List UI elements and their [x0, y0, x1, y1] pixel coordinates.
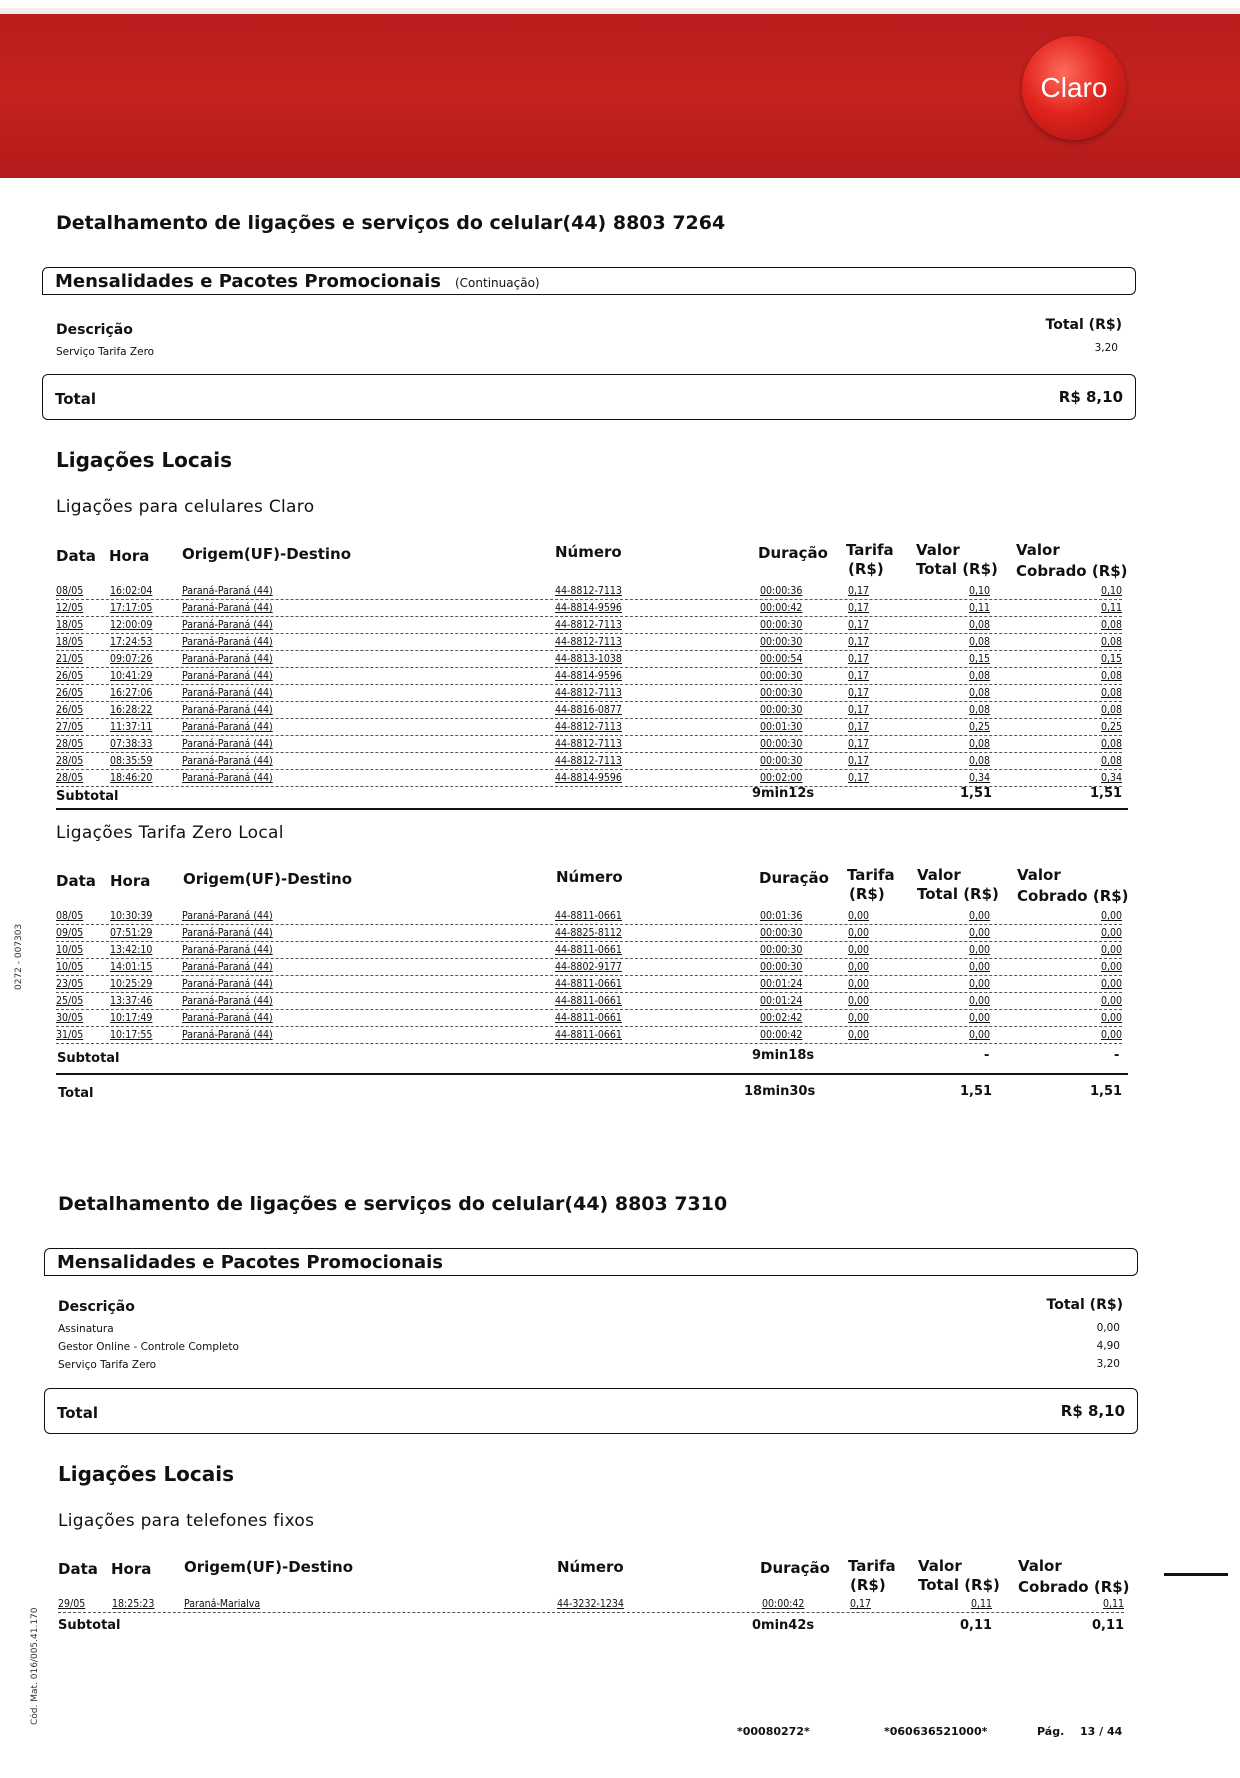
table-row	[56, 944, 1122, 959]
desc-item: Serviço Tarifa Zero	[56, 346, 155, 358]
cell-numero: 44-8811-0661	[555, 910, 622, 922]
subtotal-duracao: 9min18s	[752, 1048, 815, 1063]
fixos-title: Ligações para telefones fixos	[58, 1511, 315, 1531]
mensalidades-title: Mensalidades e Pacotes Promocionais	[55, 271, 442, 292]
cell-valor-cobrado: 0,00	[1100, 944, 1122, 956]
phone1-total-box	[42, 374, 1136, 420]
cell-numero: 44-8814-9596	[555, 602, 622, 614]
cell-origem: Paraná-Paraná (44)	[182, 602, 273, 614]
cell-hora: 11:37:11	[110, 721, 153, 733]
cell-data: 26/05	[56, 670, 84, 682]
cell-tarifa: 0,17	[848, 738, 870, 750]
mensalidades-subtitle: (Continuação)	[455, 276, 540, 290]
cell-hora: 14:01:15	[110, 961, 153, 973]
desc-label: Descrição	[58, 1299, 135, 1315]
col-valor-total: Valor	[916, 541, 960, 559]
cell-tarifa: 0,00	[848, 978, 870, 990]
col-duracao: Duração	[760, 1559, 830, 1577]
cell-hora: 13:37:46	[110, 995, 153, 1007]
cell-duracao: 00:00:42	[760, 602, 803, 614]
cell-valor-total: 0,08	[968, 755, 990, 767]
cell-hora: 13:42:10	[110, 944, 153, 956]
total-label: Total	[57, 1404, 98, 1422]
cell-valor-total: 0,08	[968, 738, 990, 750]
cell-numero: 44-3232-1234	[557, 1598, 624, 1610]
cell-tarifa: 0,17	[848, 602, 870, 614]
total-value: R$ 8,10	[1058, 388, 1123, 406]
col-valor-total: Valor	[918, 1557, 962, 1575]
col-hora: Hora	[110, 872, 151, 890]
total-label: Total	[55, 390, 96, 408]
subtotal-label: Subtotal	[57, 1051, 120, 1066]
desc-value: 3,20	[1096, 1358, 1120, 1370]
subtotal-cobrado: 0,11	[1092, 1618, 1125, 1633]
grand-total-total: 1,51	[960, 1084, 993, 1099]
cell-valor-cobrado: 0,10	[1100, 585, 1122, 597]
col-duracao: Duração	[759, 869, 829, 887]
cell-hora: 10:17:49	[110, 1012, 153, 1024]
cell-origem: Paraná-Paraná (44)	[182, 978, 273, 990]
cell-origem: Paraná-Paraná (44)	[182, 927, 273, 939]
ligacoes-locais-title: Ligações Locais	[58, 1462, 235, 1486]
cell-hora: 17:24:53	[110, 636, 153, 648]
cell-hora: 10:25:29	[110, 978, 153, 990]
mensalidades-title: Mensalidades e Pacotes Promocionais	[57, 1252, 444, 1273]
cell-hora: 10:30:39	[110, 910, 153, 922]
cell-numero: 44-8812-7113	[555, 738, 622, 750]
cell-duracao: 00:00:30	[760, 619, 803, 631]
cell-tarifa: 0,17	[848, 687, 870, 699]
cell-origem: Paraná-Paraná (44)	[182, 1029, 273, 1041]
table-row	[56, 738, 1122, 753]
subtotal-total: 0,11	[960, 1618, 993, 1633]
ligacoes-locais-title: Ligações Locais	[56, 448, 233, 472]
cell-valor-total: 0,08	[968, 687, 990, 699]
cell-valor-total: 0,00	[968, 927, 990, 939]
cell-duracao: 00:00:30	[760, 755, 803, 767]
table-row	[56, 619, 1122, 634]
cell-hora: 07:38:33	[110, 738, 153, 750]
cell-valor-total: 0,00	[968, 978, 990, 990]
cell-valor-total: 0,00	[968, 995, 990, 1007]
table-row	[56, 961, 1122, 976]
cell-valor-cobrado: 0,00	[1100, 1029, 1122, 1041]
cell-origem: Paraná-Paraná (44)	[182, 721, 273, 733]
cell-duracao: 00:00:30	[760, 687, 803, 699]
cell-valor-total: 0,00	[968, 961, 990, 973]
cell-duracao: 00:00:30	[760, 927, 803, 939]
table-row	[56, 755, 1122, 770]
desc-item: Assinatura	[58, 1323, 114, 1335]
col-origem: Origem(UF)-Destino	[182, 545, 352, 563]
cell-duracao: 00:02:42	[760, 1012, 803, 1024]
cell-numero: 44-8812-7113	[555, 687, 622, 699]
cell-tarifa: 0,00	[848, 1012, 870, 1024]
cell-tarifa: 0,00	[848, 995, 870, 1007]
cell-valor-cobrado: 0,00	[1100, 910, 1122, 922]
col-numero: Número	[557, 1558, 624, 1576]
cell-duracao: 00:01:24	[760, 978, 803, 990]
cell-tarifa: 0,17	[848, 653, 870, 665]
subtotal-cobrado: -	[1114, 1048, 1120, 1063]
table-row	[56, 721, 1122, 736]
subtotal-cobrado: 1,51	[1090, 786, 1123, 801]
table-row	[56, 704, 1122, 719]
cell-tarifa: 0,17	[850, 1598, 872, 1610]
table-row	[56, 687, 1122, 702]
tarifa-zero-title: Ligações Tarifa Zero Local	[56, 823, 284, 843]
cell-data: 18/05	[56, 619, 84, 631]
cell-valor-total: 0,08	[968, 704, 990, 716]
side-code-top: 0272 - 007303	[14, 923, 24, 990]
table-row	[56, 978, 1122, 993]
cell-valor-cobrado: 0,00	[1100, 978, 1122, 990]
subtotal-duracao: 0min42s	[752, 1618, 815, 1633]
cell-valor-total: 0,11	[970, 1598, 992, 1610]
col-valor-cobrado-unit: Cobrado (R$)	[1016, 562, 1128, 580]
grand-total-duracao: 18min30s	[744, 1084, 816, 1099]
cell-numero: 44-8816-0877	[555, 704, 622, 716]
desc-item: Serviço Tarifa Zero	[58, 1359, 157, 1371]
col-tarifa: Tarifa	[847, 866, 895, 884]
cell-tarifa: 0,17	[848, 619, 870, 631]
table-row	[58, 1598, 1124, 1613]
cell-data: 09/05	[56, 927, 84, 939]
cell-hora: 08:35:59	[110, 755, 153, 767]
cell-valor-cobrado: 0,08	[1100, 670, 1122, 682]
desc-item: Gestor Online - Controle Completo	[58, 1341, 239, 1353]
cell-origem: Paraná-Paraná (44)	[182, 772, 273, 784]
subtotal-duracao: 9min12s	[752, 786, 815, 801]
cell-numero: 44-8811-0661	[555, 944, 622, 956]
col-origem: Origem(UF)-Destino	[183, 870, 353, 888]
cell-numero: 44-8811-0661	[555, 978, 622, 990]
col-valor-total: Valor	[917, 866, 961, 884]
col-numero: Número	[555, 543, 622, 561]
col-numero: Número	[556, 868, 623, 886]
cell-duracao: 00:00:42	[760, 1029, 803, 1041]
cell-origem: Paraná-Paraná (44)	[182, 670, 273, 682]
cell-origem: Paraná-Paraná (44)	[182, 704, 273, 716]
subtotal-label: Subtotal	[58, 1618, 121, 1633]
cell-valor-total: 0,11	[968, 602, 990, 614]
cell-tarifa: 0,17	[848, 670, 870, 682]
cell-valor-total: 0,34	[968, 772, 990, 784]
col-tarifa-unit: (R$)	[848, 560, 884, 578]
cell-duracao: 00:00:30	[760, 636, 803, 648]
col-hora: Hora	[109, 547, 150, 565]
cell-valor-cobrado: 0,11	[1102, 1598, 1124, 1610]
col-tarifa: Tarifa	[848, 1557, 896, 1575]
cell-numero: 44-8812-7113	[555, 721, 622, 733]
cell-numero: 44-8811-0661	[555, 995, 622, 1007]
footer-page: 13 / 44	[1080, 1725, 1123, 1738]
col-valor-total-unit: Total (R$)	[917, 885, 999, 903]
cell-duracao: 00:01:36	[760, 910, 803, 922]
phone1-mensalidades-header	[42, 267, 1136, 295]
col-duracao: Duração	[758, 544, 828, 562]
col-hora: Hora	[111, 1560, 152, 1578]
desc-label: Descrição	[56, 322, 133, 338]
col-data: Data	[56, 547, 96, 565]
cell-numero: 44-8825-8112	[555, 927, 622, 939]
table-row	[56, 670, 1122, 685]
cell-hora: 16:02:04	[110, 585, 153, 597]
table-row	[56, 602, 1122, 617]
side-code-bottom: Cód. Mat. 016/005.41.170	[30, 1607, 40, 1725]
cell-duracao: 00:01:30	[760, 721, 803, 733]
cell-valor-total: 0,25	[968, 721, 990, 733]
subtotal-total: 1,51	[960, 786, 993, 801]
cell-valor-cobrado: 0,08	[1100, 619, 1122, 631]
table-row	[56, 653, 1122, 668]
cell-numero: 44-8812-7113	[555, 755, 622, 767]
table-row	[56, 585, 1122, 600]
celulares-claro-title: Ligações para celulares Claro	[56, 497, 315, 517]
col-tarifa: Tarifa	[846, 541, 894, 559]
total-rs-label: Total (R$)	[1045, 317, 1122, 333]
cell-valor-cobrado: 0,08	[1100, 755, 1122, 767]
desc-value: 0,00	[1096, 1322, 1120, 1334]
col-valor-cobrado-unit: Cobrado (R$)	[1017, 887, 1129, 905]
cell-valor-total: 0,00	[968, 1012, 990, 1024]
cell-data: 12/05	[56, 602, 84, 614]
cell-duracao: 00:00:30	[760, 704, 803, 716]
cell-duracao: 00:00:30	[760, 961, 803, 973]
cell-valor-total: 0,15	[968, 653, 990, 665]
cell-valor-cobrado: 0,08	[1100, 687, 1122, 699]
cell-origem: Paraná-Paraná (44)	[182, 687, 273, 699]
cell-duracao: 00:00:42	[762, 1598, 805, 1610]
table-row	[56, 927, 1122, 942]
cell-hora: 10:41:29	[110, 670, 153, 682]
cell-tarifa: 0,00	[848, 927, 870, 939]
cell-numero: 44-8814-9596	[555, 772, 622, 784]
cell-valor-total: 0,00	[968, 910, 990, 922]
col-valor-cobrado: Valor	[1018, 1557, 1062, 1575]
cell-origem: Paraná-Paraná (44)	[182, 653, 273, 665]
cell-data: 08/05	[56, 910, 84, 922]
cell-valor-total: 0,00	[968, 944, 990, 956]
cell-origem: Paraná-Paraná (44)	[182, 585, 273, 597]
desc-value: 3,20	[1094, 342, 1118, 354]
cell-numero: 44-8813-1038	[555, 653, 622, 665]
cell-data: 26/05	[56, 704, 84, 716]
phone2-mensalidades-header	[44, 1248, 1138, 1276]
table-row	[56, 995, 1122, 1010]
col-origem: Origem(UF)-Destino	[184, 1558, 354, 1576]
cell-tarifa: 0,00	[848, 910, 870, 922]
cell-data: 28/05	[56, 755, 84, 767]
cell-data: 21/05	[56, 653, 84, 665]
cell-valor-cobrado: 0,00	[1100, 927, 1122, 939]
cell-hora: 16:28:22	[110, 704, 153, 716]
grand-total-cobrado: 1,51	[1090, 1084, 1123, 1099]
cell-origem: Paraná-Paraná (44)	[182, 636, 273, 648]
cell-origem: Paraná-Marialva	[184, 1598, 261, 1610]
cell-tarifa: 0,00	[848, 961, 870, 973]
cell-valor-cobrado: 0,08	[1100, 636, 1122, 648]
side-mark	[1164, 1573, 1228, 1576]
footer-page-label: Pág.	[1037, 1725, 1065, 1738]
cell-origem: Paraná-Paraná (44)	[182, 944, 273, 956]
subtotal-total: -	[984, 1048, 990, 1063]
cell-duracao: 00:00:54	[760, 653, 803, 665]
cell-origem: Paraná-Paraná (44)	[182, 961, 273, 973]
cell-valor-total: 0,00	[968, 1029, 990, 1041]
cell-valor-total: 0,08	[968, 670, 990, 682]
cell-duracao: 00:00:30	[760, 944, 803, 956]
table-row	[56, 636, 1122, 651]
col-valor-total-unit: Total (R$)	[918, 1576, 1000, 1594]
cell-data: 18/05	[56, 636, 84, 648]
col-data: Data	[58, 1560, 98, 1578]
col-data: Data	[56, 872, 96, 890]
desc-value: 4,90	[1096, 1340, 1120, 1352]
phone2-total-box	[44, 1388, 1138, 1434]
cell-data: 30/05	[56, 1012, 84, 1024]
total-rule	[56, 1073, 1128, 1075]
cell-numero: 44-8812-7113	[555, 619, 622, 631]
col-tarifa-unit: (R$)	[849, 885, 885, 903]
cell-valor-cobrado: 0,00	[1100, 1012, 1122, 1024]
logo-text: Claro	[1040, 72, 1108, 103]
col-valor-cobrado-unit: Cobrado (R$)	[1018, 1578, 1130, 1596]
cell-hora: 18:46:20	[110, 772, 153, 784]
claro-logo	[1022, 36, 1126, 140]
cell-numero: 44-8811-0661	[555, 1012, 622, 1024]
cell-numero: 44-8812-7113	[555, 636, 622, 648]
total-value: R$ 8,10	[1060, 1402, 1125, 1420]
cell-data: 28/05	[56, 772, 84, 784]
cell-valor-cobrado: 0,34	[1100, 772, 1122, 784]
cell-hora: 18:25:23	[112, 1598, 155, 1610]
cell-valor-cobrado: 0,11	[1100, 602, 1122, 614]
table-row	[56, 1029, 1122, 1044]
col-valor-total-unit: Total (R$)	[916, 560, 998, 578]
cell-valor-cobrado: 0,25	[1100, 721, 1122, 733]
cell-data: 29/05	[58, 1598, 86, 1610]
cell-origem: Paraná-Paraná (44)	[182, 619, 273, 631]
grand-total-label: Total	[58, 1086, 94, 1101]
cell-tarifa: 0,17	[848, 585, 870, 597]
cell-hora: 10:17:55	[110, 1029, 153, 1041]
cell-data: 31/05	[56, 1029, 84, 1041]
cell-data: 10/05	[56, 961, 84, 973]
cell-valor-cobrado: 0,00	[1100, 995, 1122, 1007]
cell-data: 10/05	[56, 944, 84, 956]
table-row	[56, 772, 1122, 787]
cell-origem: Paraná-Paraná (44)	[182, 738, 273, 750]
cell-hora: 12:00:09	[110, 619, 153, 631]
cell-numero: 44-8812-7113	[555, 585, 622, 597]
table-row	[56, 910, 1122, 925]
cell-data: 08/05	[56, 585, 84, 597]
table-row	[56, 1012, 1122, 1027]
cell-valor-cobrado: 0,08	[1100, 738, 1122, 750]
phone2-title: Detalhamento de ligações e serviços do celular(44) 8803 7310	[58, 1193, 728, 1215]
col-valor-cobrado: Valor	[1016, 541, 1060, 559]
footer-code-2: *060636521000*	[884, 1725, 988, 1738]
cell-numero: 44-8811-0661	[555, 1029, 622, 1041]
cell-tarifa: 0,00	[848, 1029, 870, 1041]
cell-tarifa: 0,00	[848, 944, 870, 956]
cell-valor-total: 0,08	[968, 619, 990, 631]
cell-valor-total: 0,10	[968, 585, 990, 597]
cell-origem: Paraná-Paraná (44)	[182, 910, 273, 922]
cell-origem: Paraná-Paraná (44)	[182, 755, 273, 767]
cell-hora: 17:17:05	[110, 602, 153, 614]
cell-duracao: 00:02:00	[760, 772, 803, 784]
subtotal-label: Subtotal	[56, 789, 119, 804]
cell-data: 25/05	[56, 995, 84, 1007]
cell-hora: 07:51:29	[110, 927, 153, 939]
cell-tarifa: 0,17	[848, 755, 870, 767]
cell-hora: 16:27:06	[110, 687, 153, 699]
col-tarifa-unit: (R$)	[850, 1576, 886, 1594]
col-valor-cobrado: Valor	[1017, 866, 1061, 884]
cell-valor-cobrado: 0,08	[1100, 704, 1122, 716]
cell-duracao: 00:00:36	[760, 585, 803, 597]
cell-data: 23/05	[56, 978, 84, 990]
cell-tarifa: 0,17	[848, 772, 870, 784]
footer-code-1: *00080272*	[737, 1725, 810, 1738]
cell-valor-cobrado: 0,00	[1100, 961, 1122, 973]
total-rs-label: Total (R$)	[1046, 1297, 1123, 1313]
cell-tarifa: 0,17	[848, 636, 870, 648]
cell-data: 27/05	[56, 721, 84, 733]
cell-numero: 44-8814-9596	[555, 670, 622, 682]
cell-numero: 44-8802-9177	[555, 961, 622, 973]
cell-duracao: 00:01:24	[760, 995, 803, 1007]
cell-origem: Paraná-Paraná (44)	[182, 1012, 273, 1024]
cell-data: 26/05	[56, 687, 84, 699]
cell-hora: 09:07:26	[110, 653, 153, 665]
cell-valor-cobrado: 0,15	[1100, 653, 1122, 665]
cell-data: 28/05	[56, 738, 84, 750]
cell-duracao: 00:00:30	[760, 738, 803, 750]
phone1-title: Detalhamento de ligações e serviços do celular(44) 8803 7264	[56, 212, 726, 234]
cell-tarifa: 0,17	[848, 721, 870, 733]
cell-tarifa: 0,17	[848, 704, 870, 716]
subtotal-rule	[56, 808, 1128, 810]
cell-duracao: 00:00:30	[760, 670, 803, 682]
cell-origem: Paraná-Paraná (44)	[182, 995, 273, 1007]
cell-valor-total: 0,08	[968, 636, 990, 648]
